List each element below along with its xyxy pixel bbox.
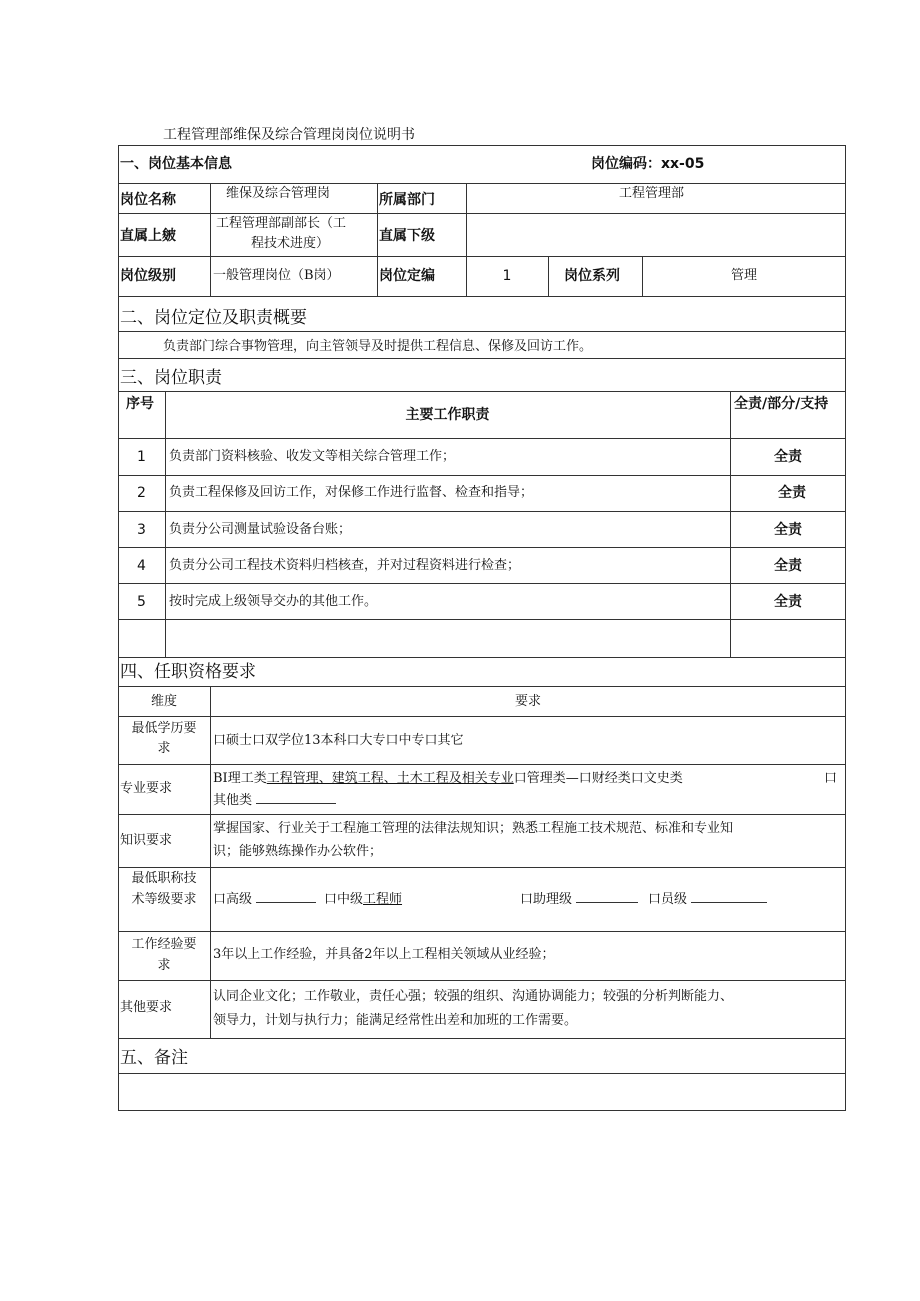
row-divider <box>118 331 846 332</box>
row-divider <box>118 511 846 512</box>
knowledge-line1: 掌握国家、行业关于工程施工管理的法律法规知识；熟悉工程施工技术规范、标准和专业知 <box>213 821 734 836</box>
duty-row-text: 负责分公司测量试验设备台账； <box>169 522 352 537</box>
title-assistant <box>520 890 638 910</box>
row-divider <box>118 980 846 981</box>
title-senior-label: 口高级 <box>213 892 253 907</box>
major-underlined: 工程管理、建筑工程、土木工程及相关专业 <box>266 771 514 786</box>
other-line2: 领导力，计划与执行力；能满足经常性出差和加班的工作需要。 <box>213 1013 578 1028</box>
education-label-line2: 求 <box>157 741 171 756</box>
row-divider <box>118 256 846 257</box>
title-senior <box>213 890 316 910</box>
row-divider <box>118 296 846 297</box>
section-positioning-heading: 二、岗位定位及职责概要 <box>120 308 307 328</box>
major-other-checkbox: 口 <box>824 771 838 786</box>
remarks-content <box>118 1073 846 1111</box>
superior-value-line2: 程技术进度） <box>251 236 330 251</box>
major-other-label: 其他类 <box>213 793 253 808</box>
col-divider <box>165 391 166 657</box>
knowledge-label: 知识要求 <box>120 833 173 848</box>
other-label: 其他要求 <box>120 1000 173 1015</box>
title-clerk-blank <box>691 890 767 903</box>
duty-row-resp: 全责 <box>774 522 802 538</box>
title-mid <box>324 890 402 910</box>
duty-row-resp: 全责 <box>778 485 806 501</box>
experience-label-line2: 求 <box>157 958 171 973</box>
position-name-value: 维保及综合管理岗 <box>226 186 331 201</box>
positioning-text: 负责部门综合事物管理，向主管领导及时提供工程信息、保修及回访工作。 <box>163 339 593 354</box>
major-label: 专业要求 <box>120 781 173 796</box>
row-divider <box>118 931 846 932</box>
experience-value: 3年以上工作经验，并具备2年以上工程相关领域从业经验； <box>213 947 555 962</box>
duty-row-no: 2 <box>137 485 146 501</box>
row-divider <box>118 358 846 359</box>
duty-row-text: 负责部门资料核验、收发文等相关综合管理工作； <box>169 449 456 464</box>
col-header-no: 序号 <box>126 396 154 412</box>
row-divider <box>118 686 846 687</box>
major-prefix: BI理工类 <box>213 771 267 786</box>
col-divider <box>377 183 378 296</box>
position-name-label: 岗位名称 <box>120 192 176 208</box>
position-code: 岗位编码：xx-05 <box>591 156 705 172</box>
title-label-line1: 最低职称技 <box>131 871 197 886</box>
title-senior-blank <box>256 890 316 903</box>
job-description-table <box>118 145 846 1111</box>
duty-row-resp: 全责 <box>774 594 802 610</box>
row-divider <box>118 547 846 548</box>
col-header-main-duties: 主要工作职责 <box>405 407 490 423</box>
row-divider <box>118 583 846 584</box>
col-divider <box>548 256 549 296</box>
major-line1 <box>213 769 683 789</box>
department-value: 工程管理部 <box>619 186 685 201</box>
col-divider <box>210 183 211 296</box>
title-assistant-label: 口助理级 <box>520 892 573 907</box>
duty-row-resp: 全责 <box>774 558 802 574</box>
section-remarks-heading: 五、备注 <box>120 1048 188 1068</box>
duty-row-text: 负责分公司工程技术资料归档核查，并对过程资料进行检查； <box>169 558 521 573</box>
row-divider <box>118 1038 846 1039</box>
education-value: 口硕士口双学位13本科口大专口中专口其它 <box>213 733 464 748</box>
row-divider <box>118 619 846 620</box>
education-label-line1: 最低学历要 <box>131 721 197 736</box>
department-label: 所属部门 <box>379 192 435 208</box>
document-title: 工程管理部维保及综合管理岗岗位说明书 <box>163 127 415 143</box>
col-divider <box>210 686 211 1038</box>
quota-value: 1 <box>502 268 512 284</box>
superior-label: 直属上皴 <box>120 228 176 244</box>
knowledge-line2: 识；能够熟练操作办公软件； <box>213 844 383 859</box>
section-qualifications-heading: 四、任职资格要求 <box>120 662 256 682</box>
row-divider <box>118 867 846 868</box>
duty-row-no: 1 <box>137 449 146 465</box>
row-divider <box>118 814 846 815</box>
title-clerk-label: 口员级 <box>648 892 688 907</box>
duty-row-text: 负责工程保修及回访工作，对保修工作进行监督、检查和指导； <box>169 485 534 500</box>
duty-row-text: 按时完成上级领导交办的其他工作。 <box>169 594 378 609</box>
row-divider <box>118 475 846 476</box>
section-basic-heading: 一、岗位基本信息 <box>120 156 232 172</box>
row-divider <box>118 657 846 658</box>
duty-row-no: 3 <box>137 522 146 538</box>
superior-value-line1: 工程管理部副部长（工 <box>216 216 347 231</box>
duty-row-no: 5 <box>137 594 146 610</box>
row-divider <box>118 716 846 717</box>
row-divider <box>118 764 846 765</box>
row-divider <box>118 391 846 392</box>
major-line2 <box>213 791 336 811</box>
subordinate-label: 直属下级 <box>379 228 435 244</box>
col-header-requirement: 要求 <box>514 694 541 709</box>
title-label-line2: 术等级要求 <box>131 892 197 907</box>
major-other-blank <box>256 791 336 804</box>
series-label: 岗位系列 <box>564 268 620 284</box>
experience-label-line1: 工作经验要 <box>131 937 197 952</box>
duty-row-resp: 全责 <box>774 449 802 465</box>
quota-label: 岗位定编 <box>379 268 435 284</box>
title-clerk <box>648 890 767 910</box>
other-line1: 认同企业文化；工作敬业，责任心强；较强的组织、沟通协调能力；较强的分析判断能力、 <box>213 989 734 1004</box>
title-assistant-blank <box>576 890 638 903</box>
section-duties-heading: 三、岗位职责 <box>120 368 222 388</box>
level-value: 一般管理岗位（B岗） <box>213 268 340 283</box>
major-suffix: 口管理类—口财经类口文史类 <box>513 771 683 786</box>
duty-row-no: 4 <box>137 558 146 574</box>
col-header-responsibility: 全责/部分/支持 <box>734 396 829 412</box>
level-label: 岗位级别 <box>120 268 176 284</box>
title-mid-value: 工程师 <box>363 892 403 907</box>
series-value: 管理 <box>730 268 757 283</box>
col-header-dimension: 维度 <box>150 694 177 709</box>
title-mid-label: 口中级 <box>324 892 364 907</box>
row-divider <box>118 438 846 439</box>
